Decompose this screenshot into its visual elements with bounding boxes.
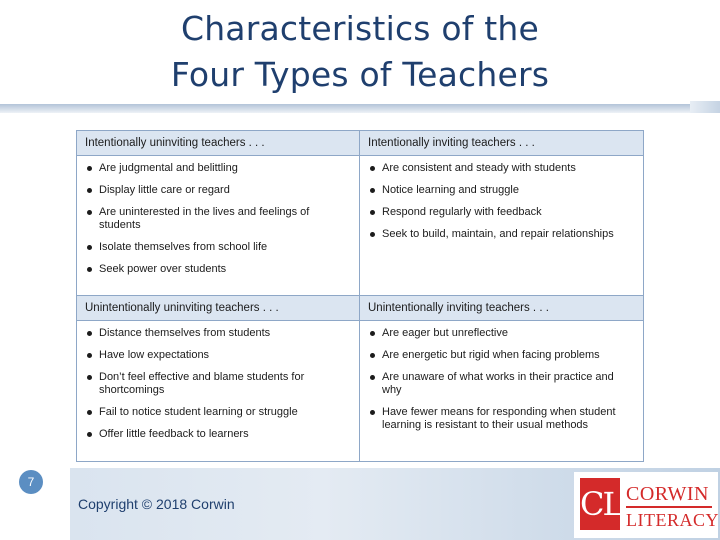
copyright-text: Copyright © 2018 Corwin: [78, 496, 235, 512]
heading-unintentionally-inviting: Unintentionally inviting teachers . . .: [360, 296, 643, 320]
list-item: Have fewer means for responding when student learning is resistant to their usual methods: [366, 406, 628, 432]
list-item: Are eager but unreflective: [366, 327, 628, 340]
slide-title: [0, 6, 720, 98]
list-item: Seek to build, maintain, and repair relationships: [366, 228, 638, 241]
logo-word-literacy: LITERACY: [626, 510, 719, 530]
list-intentionally-inviting: [366, 162, 638, 250]
list-item: Isolate themselves from school life: [83, 241, 345, 254]
logo-word-corwin: CORWIN: [626, 483, 709, 505]
logo-divider: [626, 506, 712, 508]
slide-title-line-2: Four Types of Teachers: [170, 55, 550, 94]
slide-title-line-1: Characteristics of the: [180, 9, 540, 48]
heading-intentionally-inviting: Intentionally inviting teachers . . .: [360, 131, 643, 155]
list-unintentionally-inviting: [366, 327, 628, 441]
list-item: Fail to notice student learning or struggle: [83, 406, 345, 419]
list-item: Seek power over students: [83, 263, 345, 276]
corwin-literacy-logo: [574, 472, 718, 538]
list-item: Are consistent and steady with students: [366, 162, 638, 175]
list-item: Are unaware of what works in their practice and why: [366, 371, 628, 397]
list-intentionally-uninviting: [83, 162, 345, 285]
title-divider-accent: [690, 101, 720, 113]
list-item: Notice learning and struggle: [366, 184, 638, 197]
teacher-types-table: [76, 130, 644, 462]
list-item: Are energetic but rigid when facing problems: [366, 349, 628, 362]
title-divider: [0, 104, 720, 113]
list-item: Respond regularly with feedback: [366, 206, 638, 219]
page-number-badge: 7: [19, 470, 43, 494]
table-column-divider: [359, 131, 360, 461]
heading-intentionally-uninviting: Intentionally uninviting teachers . . .: [77, 131, 359, 155]
list-unintentionally-uninviting: [83, 327, 345, 450]
list-item: Have low expectations: [83, 349, 345, 362]
table-row-divider: [77, 320, 643, 321]
list-item: Offer little feedback to learners: [83, 428, 345, 441]
table-row-divider: [77, 295, 643, 296]
heading-unintentionally-uninviting: Unintentionally uninviting teachers . . .: [77, 296, 359, 320]
table-row-divider: [77, 155, 643, 156]
list-item: Are uninterested in the lives and feelings of students: [83, 206, 345, 232]
list-item: Are judgmental and belittling: [83, 162, 345, 175]
list-item: Distance themselves from students: [83, 327, 345, 340]
list-item: Don’t feel effective and blame students for shortcomings: [83, 371, 345, 397]
logo-mark: CL: [580, 478, 620, 530]
list-item: Display little care or regard: [83, 184, 345, 197]
